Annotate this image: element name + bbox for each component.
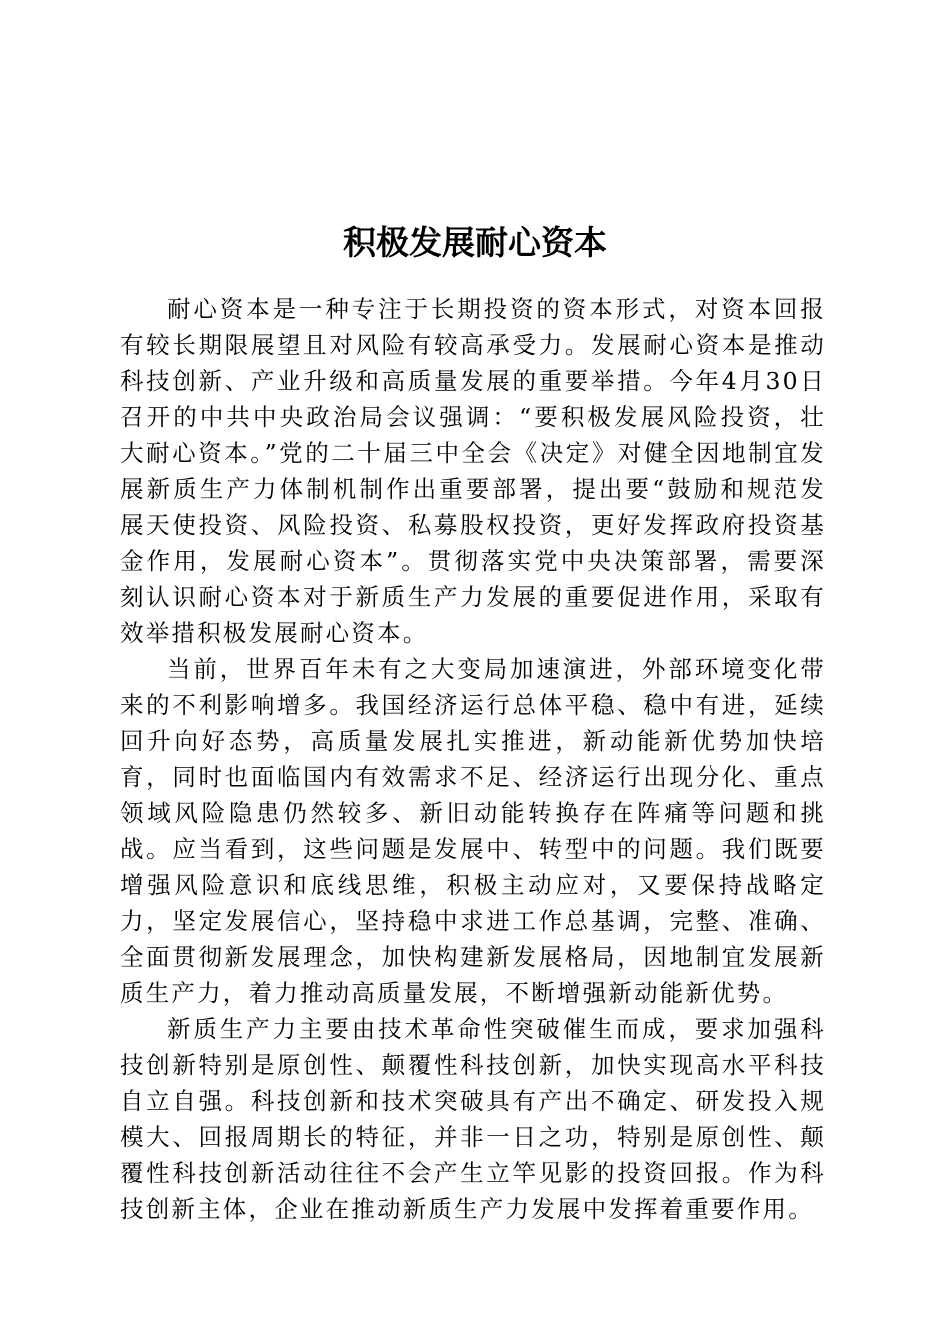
paragraph-1: 耐心资本是一种专注于长期投资的资本形式，对资本回报有较长期限展望且对风险有较高承受力。发展耐心资本是推动科技创新、产业升级和高质量发展的重要举措。今年4月30日召开的中共中央政治局会议强调：“要积极发展风险投资，壮大耐心资本。”党的二十届三中全会《决定》对健全因地制宜发展新质生产力体制机制作出重要部署，提出要“鼓励和规范发展天使投资、风险投资、私募股权投资，更好发挥政府投资基金作用，发展耐心资本”。贯彻落实党中央决策部署，需要深刻认识耐心资本对于新质生产力发展的重要促进作用，采取有效举措积极发展耐心资本。 (120, 295, 826, 647)
paragraph-3: 新质生产力主要由技术革命性突破催生而成，要求加强科技创新特别是原创性、颠覆性科技创新，加快实现高水平科技自立自强。科技创新和技术突破具有产出不确定、研发投入规模大、回报周期长的特征，并非一日之功，特别是原创性、颠覆性科技创新活动往往不会产生立竿见影的投资回报。作为科技创新主体，企业在推动新质生产力发展中发挥着重要作用。 (120, 1015, 826, 1223)
article-body (120, 291, 826, 1227)
page-title: 积极发展耐心资本 (343, 223, 607, 263)
paragraph-2: 当前，世界百年未有之大变局加速演进，外部环境变化带来的不利影响增多。我国经济运行总体平稳、稳中有进，延续回升向好态势，高质量发展扎实推进，新动能新优势加快培育，同时也面临国内有效需求不足、经济运行出现分化、重点领域风险隐患仍然较多、新旧动能转换存在阵痛等问题和挑战。应当看到，这些问题是发展中、转型中的问题。我们既要增强风险意识和底线思维，积极主动应对，又要保持战略定力，坚定发展信心，坚持稳中求进工作总基调，完整、准确、全面贯彻新发展理念，加快构建新发展格局，因地制宜发展新质生产力，着力推动高质量发展，不断增强新动能新优势。 (120, 655, 826, 1007)
